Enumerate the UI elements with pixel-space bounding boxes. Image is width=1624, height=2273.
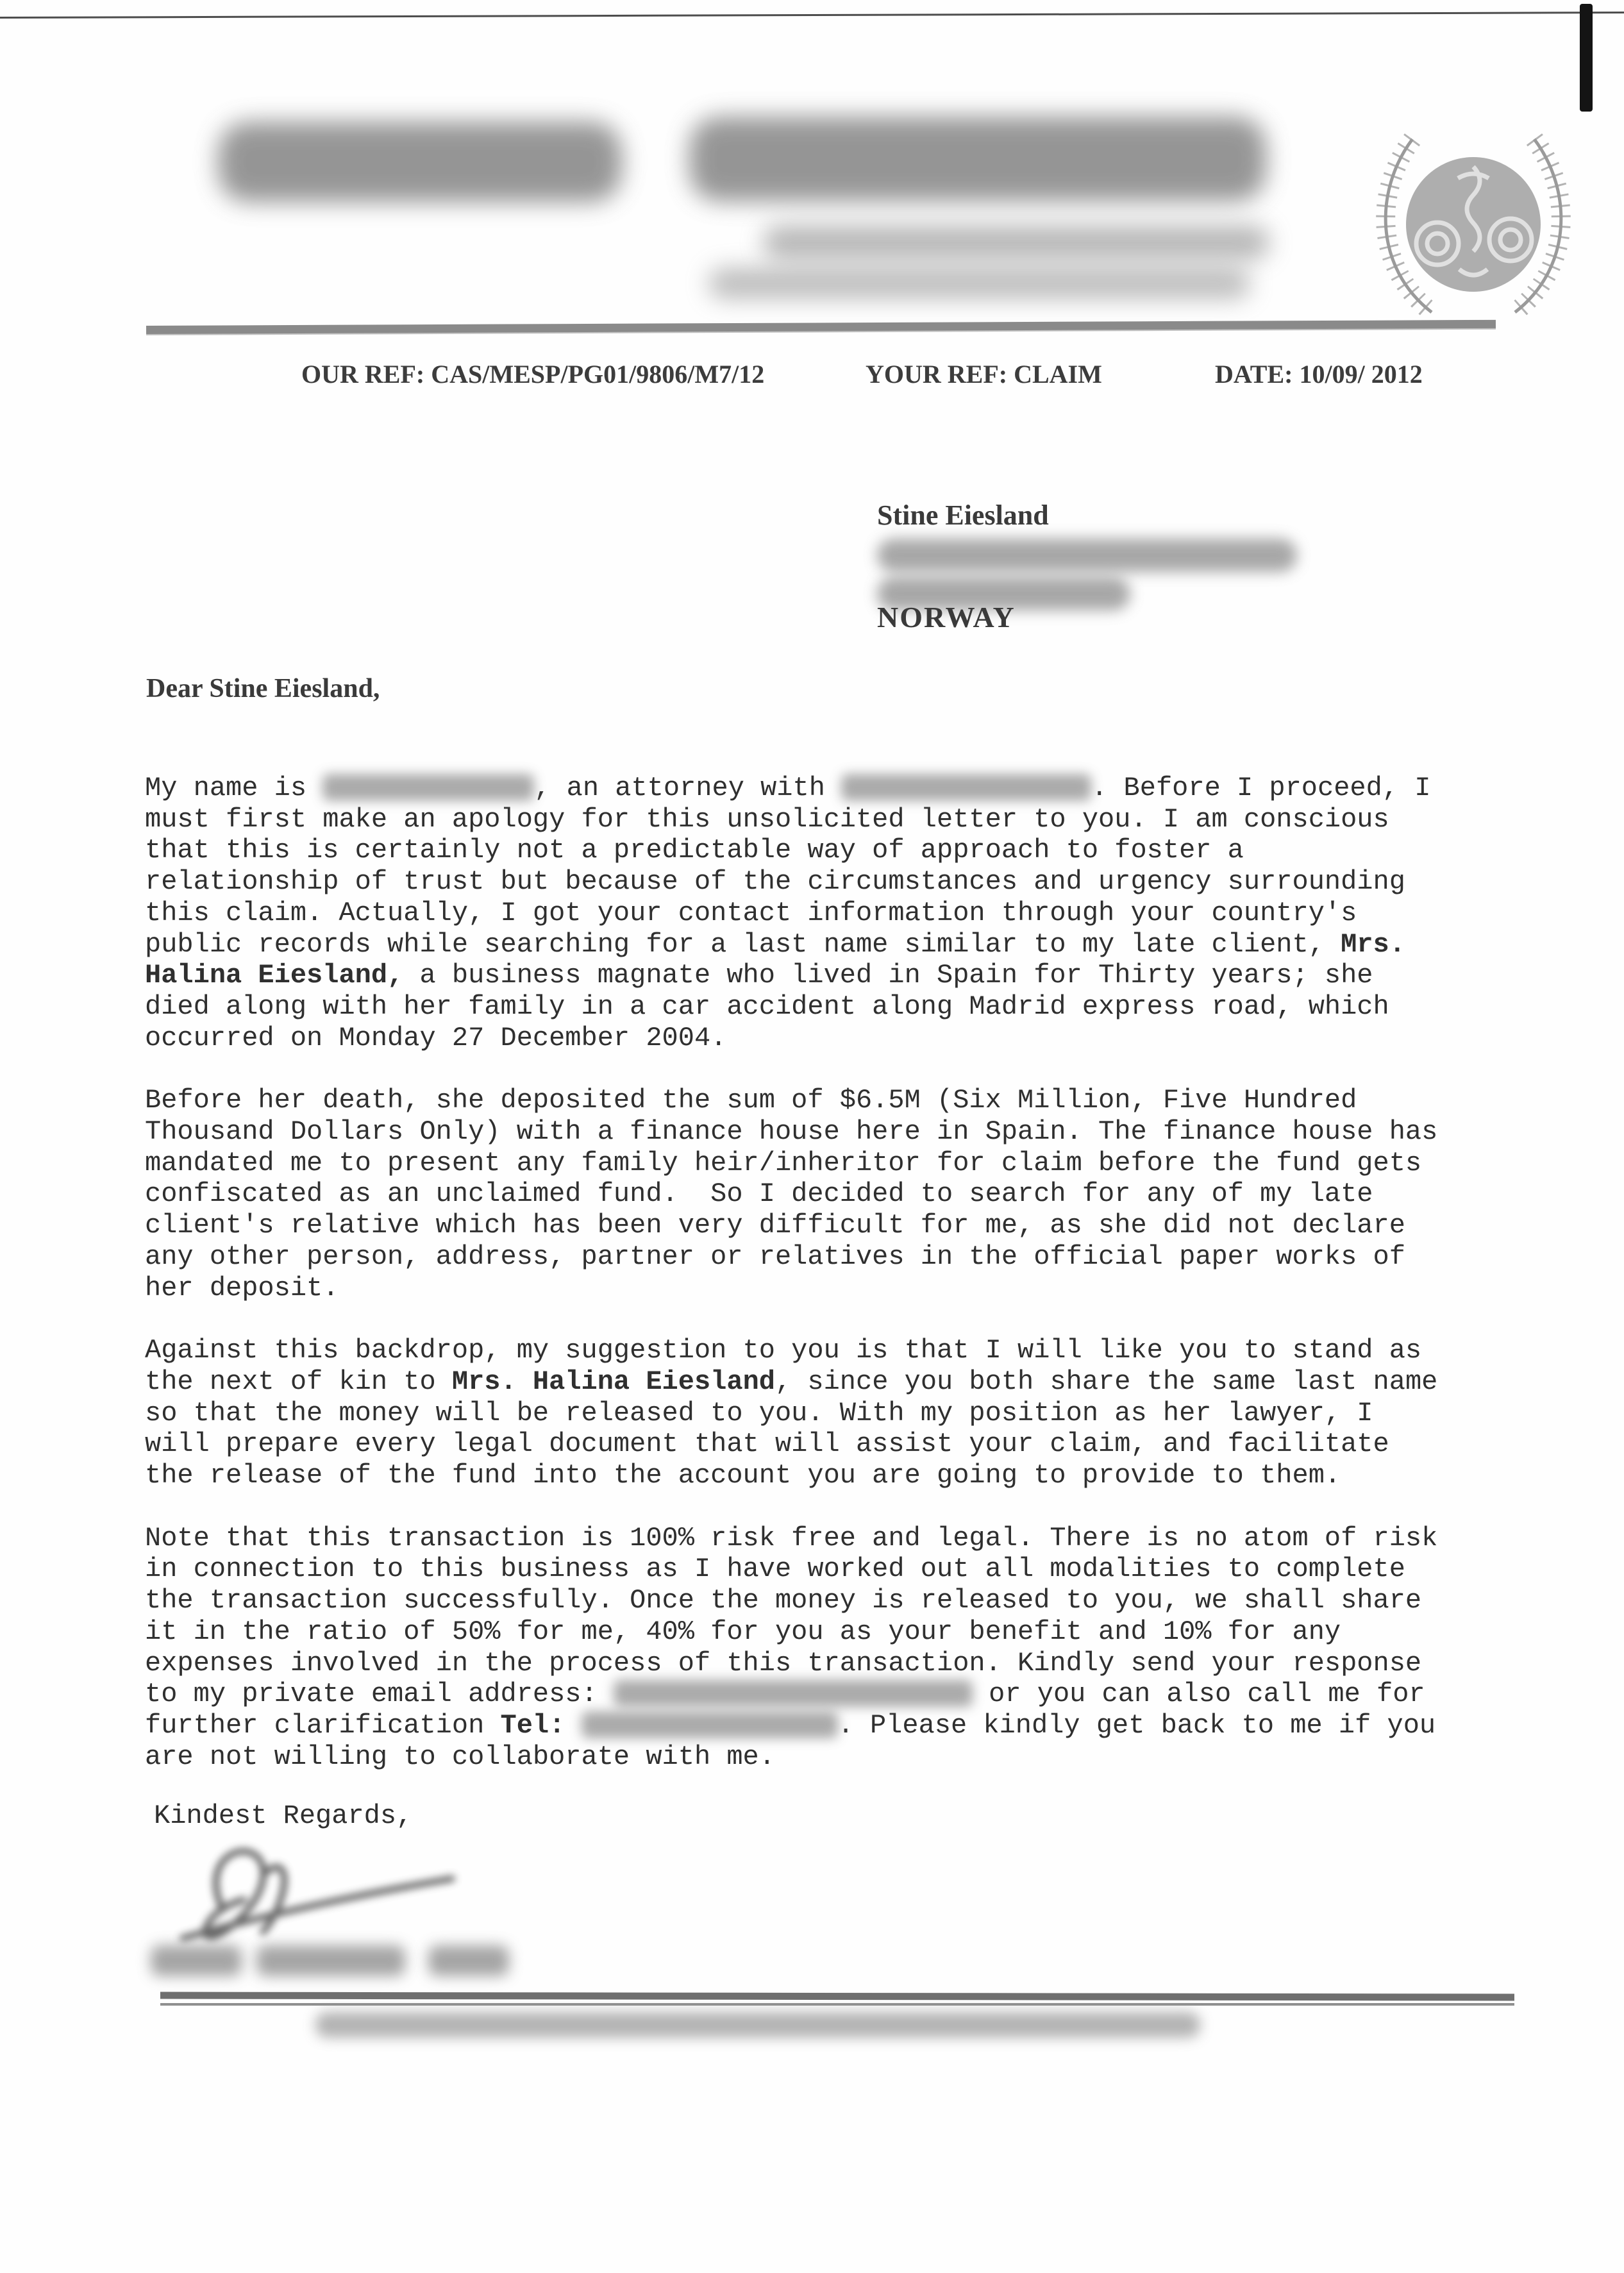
text: died along with her family in a car accident along Madrid express road, which: [145, 991, 1389, 1022]
recipient-block: [877, 499, 1390, 633]
text: Against this backdrop, my suggestion to you is that I will like you to stand as: [145, 1335, 1422, 1366]
text: My name is: [145, 773, 323, 803]
recipient-country: NORWAY: [877, 601, 1016, 633]
text: the transaction successfully. Once the money is released to you, we shall share: [145, 1585, 1422, 1616]
text: or you can also call me for: [972, 1679, 1425, 1710]
body-line: [145, 1523, 1530, 1554]
redacted-letterhead-word-1: [218, 122, 622, 202]
body-line: [145, 1741, 1530, 1773]
body-line: [145, 1616, 1530, 1648]
body-line: [145, 1460, 1530, 1491]
body-line: [145, 1178, 1530, 1210]
redacted-footer-contact-line: [315, 2012, 1200, 2038]
text: Note that this transaction is 100% risk free and legal. There is no atom of risk: [145, 1522, 1438, 1554]
your-ref-value: CLAIM: [1014, 360, 1102, 389]
redacted-sender-name-word-1: [151, 1945, 242, 1976]
bold-text: Mrs.: [1341, 928, 1405, 960]
redacted-sender-name-word-3: [428, 1945, 509, 1976]
body-line: [145, 1085, 1530, 1116]
date-label: DATE:: [1215, 360, 1293, 389]
text: any other person, address, partner or relatives in the official paper works of: [145, 1241, 1405, 1272]
handwritten-signature-icon: [160, 1833, 462, 1951]
redacted-letterhead-subline-1: [763, 226, 1269, 259]
redacted-text: [614, 1680, 973, 1707]
paragraph: [145, 1085, 1530, 1304]
body-line: [145, 773, 1530, 804]
body-line: [145, 1148, 1530, 1179]
redacted-letterhead-word-2: [689, 117, 1266, 201]
recipient-name: Stine Eiesland: [877, 499, 1049, 531]
text: to my private email address:: [145, 1679, 614, 1710]
text: her deposit.: [145, 1272, 339, 1304]
bold-text: Halina Eiesland,: [145, 960, 404, 991]
text: are not willing to collaborate with me.: [145, 1741, 775, 1772]
body-line: [145, 1554, 1530, 1585]
text: Before her death, she deposited the sum of $6.5M (Six Million, Five Hundred: [145, 1085, 1357, 1116]
salutation: Dear Stine Eiesland,: [146, 674, 380, 703]
text: , an attorney with: [534, 773, 842, 803]
footer-divider-thin: [160, 2003, 1514, 2006]
body-line: [145, 1648, 1530, 1679]
text: must first make an apology for this unsolicited letter to you. I am conscious: [145, 803, 1389, 835]
paragraph: [145, 773, 1530, 1053]
body-line: [145, 835, 1530, 866]
footer-divider-thick: [160, 1992, 1514, 2001]
text: mandated me to present any family heir/inheritor for claim before the fund gets: [145, 1147, 1422, 1178]
text: confiscated as an unclaimed fund. So I decided to search for any of my late: [145, 1178, 1373, 1210]
body-line: [145, 929, 1530, 960]
scan-artifact-corner-bar: [1580, 4, 1593, 112]
reference-line: [0, 359, 1624, 398]
text: relationship of trust but because of the circumstances and urgency surrounding: [145, 866, 1405, 898]
body-line: [145, 1116, 1530, 1148]
text: will prepare every legal document that will assist your claim, and facilitate: [145, 1429, 1389, 1460]
text: expenses involved in the process of this transaction. Kindly send your response: [145, 1647, 1422, 1679]
paragraph: [145, 1335, 1530, 1491]
text: in connection to this business as I have worked out all modalities to complete: [145, 1554, 1405, 1585]
body-line: [145, 991, 1530, 1023]
header-divider: [146, 320, 1496, 334]
text: , since you both share the same last name: [774, 1366, 1438, 1397]
our-ref: [301, 359, 764, 389]
redacted-text: [841, 774, 1091, 801]
body-line: [145, 1679, 1530, 1710]
text: . Before I proceed, I: [1091, 773, 1431, 803]
our-ref-label: OUR REF:: [301, 360, 425, 389]
text: further clarification: [145, 1709, 501, 1741]
text: public records while searching for a last name similar to my late client,: [145, 928, 1341, 960]
body-line: [145, 1585, 1530, 1616]
text: that this is certainly not a predictable way of approach to foster a: [145, 835, 1244, 866]
our-ref-value: CAS/MESP/PG01/9806/M7/12: [431, 360, 765, 389]
body-line: [145, 1273, 1530, 1304]
letter-body: [145, 773, 1530, 1804]
paragraph: [145, 1523, 1530, 1773]
body-line: [145, 866, 1530, 898]
date-value: 10/09/ 2012: [1299, 360, 1423, 389]
bold-text: Tel:: [500, 1709, 565, 1741]
text: . Please kindly get back to me if you: [837, 1709, 1436, 1741]
laurel-wreath-logo-icon: [1364, 117, 1582, 335]
text: a business magnate who lived in Spain for Thirty years; she: [403, 960, 1373, 991]
date: [1215, 359, 1423, 389]
body-line: [145, 1210, 1530, 1241]
body-line: [145, 1710, 1530, 1741]
your-ref: [866, 359, 1102, 389]
text: client's relative which has been very difficult for me, as she did not declare: [145, 1210, 1405, 1241]
body-line: [145, 1241, 1530, 1273]
text: this claim. Actually, I got your contact information through your country's: [145, 897, 1357, 928]
text: the next of kin to: [145, 1366, 452, 1397]
body-line: [145, 960, 1530, 991]
body-line: [145, 1429, 1530, 1460]
body-line: [145, 804, 1530, 835]
text: so that the money will be released to you. With my position as her lawyer, I: [145, 1397, 1373, 1429]
body-line: [145, 1398, 1530, 1429]
text: [565, 1710, 581, 1741]
scan-artifact-top-line: [0, 12, 1624, 19]
body-line: [145, 1023, 1530, 1054]
text: the release of the fund into the account you are going to provide to them.: [145, 1460, 1341, 1491]
text: Thousand Dollars Only) with a finance house here in Spain. The finance house has: [145, 1116, 1438, 1148]
redacted-letterhead-subline-2: [708, 268, 1250, 299]
text: it in the ratio of 50% for me, 40% for you as your benefit and 10% for any: [145, 1616, 1341, 1647]
body-line: [145, 898, 1530, 929]
redacted-sender-name-word-2: [256, 1945, 405, 1976]
closing: Kindest Regards,: [154, 1800, 413, 1831]
redacted-address-line-1: [877, 539, 1297, 572]
text: occurred on Monday 27 December 2004.: [145, 1022, 727, 1053]
your-ref-label: YOUR REF:: [866, 360, 1008, 389]
body-line: [145, 1335, 1530, 1366]
redacted-text: [582, 1711, 838, 1738]
bold-text: Mrs. Halina Eiesland: [451, 1366, 775, 1397]
redacted-text: [322, 774, 534, 801]
body-line: [145, 1366, 1530, 1398]
